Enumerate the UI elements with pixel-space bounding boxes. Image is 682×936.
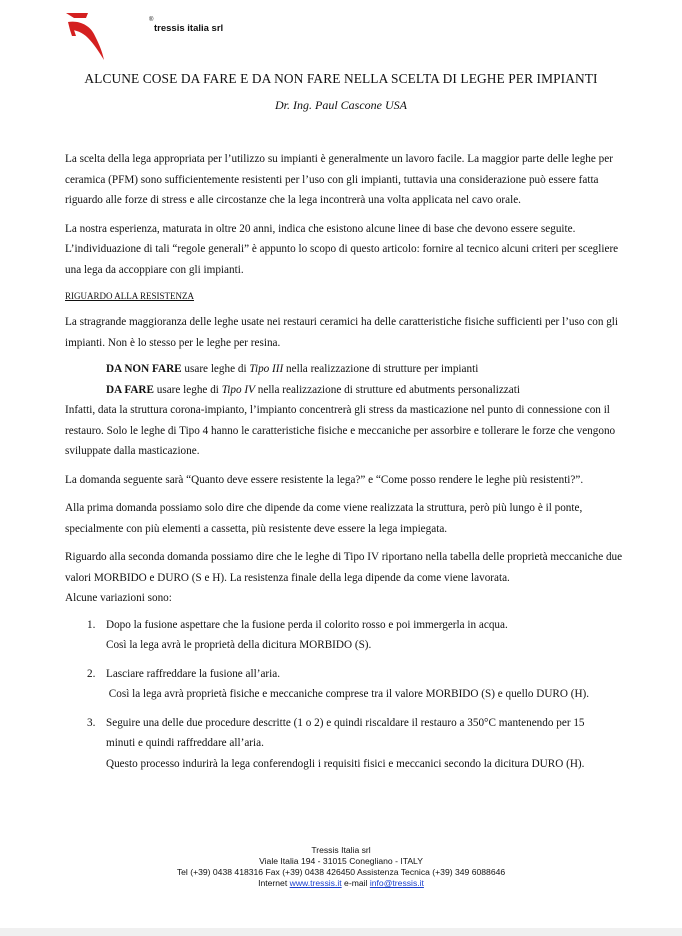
- rule-dont-pre: usare leghe di: [181, 363, 250, 375]
- list-item-line: Dopo la fusione aspettare che la fusione perda il colorito rosso e poi immergerla in acqua.: [106, 618, 508, 631]
- rule-do-post: nella realizzazione di strutture ed abutments personalizzati: [254, 383, 520, 396]
- paragraph-variazioni: Alcune variazioni sono:: [65, 592, 172, 604]
- rule-dont-type: Tipo III: [249, 363, 284, 375]
- rule-do-label: DA FARE: [106, 383, 154, 396]
- list-item-number: 3.: [87, 716, 96, 729]
- document-title: ALCUNE COSE DA FARE E DA NON FARE NELLA SCELTA DI LEGHE PER IMPIANTI: [84, 71, 598, 86]
- document-author: Dr. Ing. Paul Cascone USA: [275, 98, 407, 112]
- email-link[interactable]: info@tressis.it: [369, 878, 424, 888]
- footer-email-label: e-mail: [344, 878, 368, 888]
- list-item-number: 1.: [87, 618, 96, 631]
- logo-text: tressis italia srl: [154, 23, 224, 34]
- registered-mark: ®: [149, 17, 154, 23]
- list-item-line: Così la lega avrà le proprietà della dicitura MORBIDO (S).: [106, 639, 372, 651]
- rule-dont-label: DA NON FARE: [106, 363, 182, 375]
- rule-do: [65, 380, 630, 401]
- footer-contacts: [0, 878, 682, 889]
- section-heading-resistenza: RIGUARDO ALLA RESISTENZA: [65, 291, 195, 301]
- rule-do-type: Tipo IV: [221, 383, 255, 396]
- list-item: [65, 664, 630, 705]
- document-body: [65, 149, 630, 774]
- list-item-line: Così la lega avrà proprietà fisiche e meccaniche comprese tra il valore MORBIDO (S) e quello DURO (H).: [106, 688, 590, 700]
- list-item-line: Lasciare raffreddare la fusione all’aria.: [106, 667, 281, 680]
- footer-internet-label: Internet: [258, 878, 288, 888]
- tressis-logo: [64, 8, 224, 64]
- website-link[interactable]: www.tressis.it: [289, 878, 342, 888]
- variations-list: [65, 615, 630, 775]
- list-item-line: Questo processo indurirà la lega conferendogli i requisiti fisici e meccanici secondo la dicitura DURO (H).: [106, 757, 585, 770]
- rule-dont-post: nella realizzazione di strutture per impianti: [283, 363, 479, 375]
- footer-phones: Tel (+39) 0438 418316 Fax (+39) 0438 426450 Assistenza Tecnica (+39) 349 6088646: [176, 867, 506, 877]
- page-footer: [0, 845, 682, 889]
- paragraph-intro: La scelta della lega appropriata per l’utilizzo su impianti è generalmente un lavoro facile. La maggior parte delle leghe per ceramica (PFM) sono sufficientemente resistenti per l’uso con gli impianti, tuttavia una considerazione può essere fatta riguardo alle forze di stress e alle circostanze che la lega incontrerà una volta applicata nel cavo orale.: [65, 153, 613, 206]
- rule-dont: [65, 359, 630, 380]
- page-bottom-edge: [0, 928, 682, 936]
- tressis-logo-mark-icon: [64, 8, 104, 64]
- list-item-number: 2.: [87, 667, 96, 680]
- rule-do-pre: usare leghe di: [153, 383, 222, 396]
- paragraph-maggioranza: La stragrande maggioranza delle leghe usate nei restauri ceramici ha delle caratteristiche fisiche sufficienti per l’uso con gli impianti. Non è lo stesso per le leghe per resina.: [65, 316, 619, 349]
- list-item-line: Seguire una delle due procedure descritte (1 o 2) e quindi riscaldare il restauro a 350°C mantenendo per 15 minuti e quindi raffreddare all’aria.: [106, 716, 585, 749]
- paragraph-domanda: La domanda seguente sarà “Quanto deve essere resistente la lega?” e “Come posso rendere le leghe più resistenti?”.: [65, 473, 584, 486]
- paragraph-experience: La nostra esperienza, maturata in oltre 20 anni, indica che esistono alcune linee di base che devono essere seguite. L’individuazione di tali “regole generali” è appunto lo scopo di questo articolo: fornire al tecnico alcuni criteri per scegliere una lega da accoppiare con gli impianti.: [65, 222, 619, 276]
- footer-company: Tressis Italia srl: [311, 845, 371, 855]
- paragraph-prima-domanda: Alla prima domanda possiamo solo dire che dipende da come viene realizzata la struttura, però più lungo è il ponte, specialmente con più elementi a cassetta, più resistente deve essere la lega impiegata.: [65, 502, 583, 535]
- paragraph-seconda-domanda: Riguardo alla seconda domanda possiamo dire che le leghe di Tipo IV riportano nella tabella delle proprietà meccaniche due valori MORBIDO e DURO (S e H). La resistenza finale della lega dipende da come viene lavorata.: [65, 551, 623, 584]
- footer-address: Viale Italia 194 - 31015 Conegliano - ITALY: [259, 856, 423, 866]
- paragraph-infatti: Infatti, data la struttura corona-impianto, l’impianto concentrerà gli stress da masticazione nel punto di connessione con il restauro. Solo le leghe di Tipo 4 hanno le caratteristiche fisiche e meccaniche per assorbire e tollerare le forze che vengono sviluppate dalla masticazione.: [65, 404, 616, 457]
- list-item: [65, 713, 630, 775]
- list-item: [65, 615, 630, 656]
